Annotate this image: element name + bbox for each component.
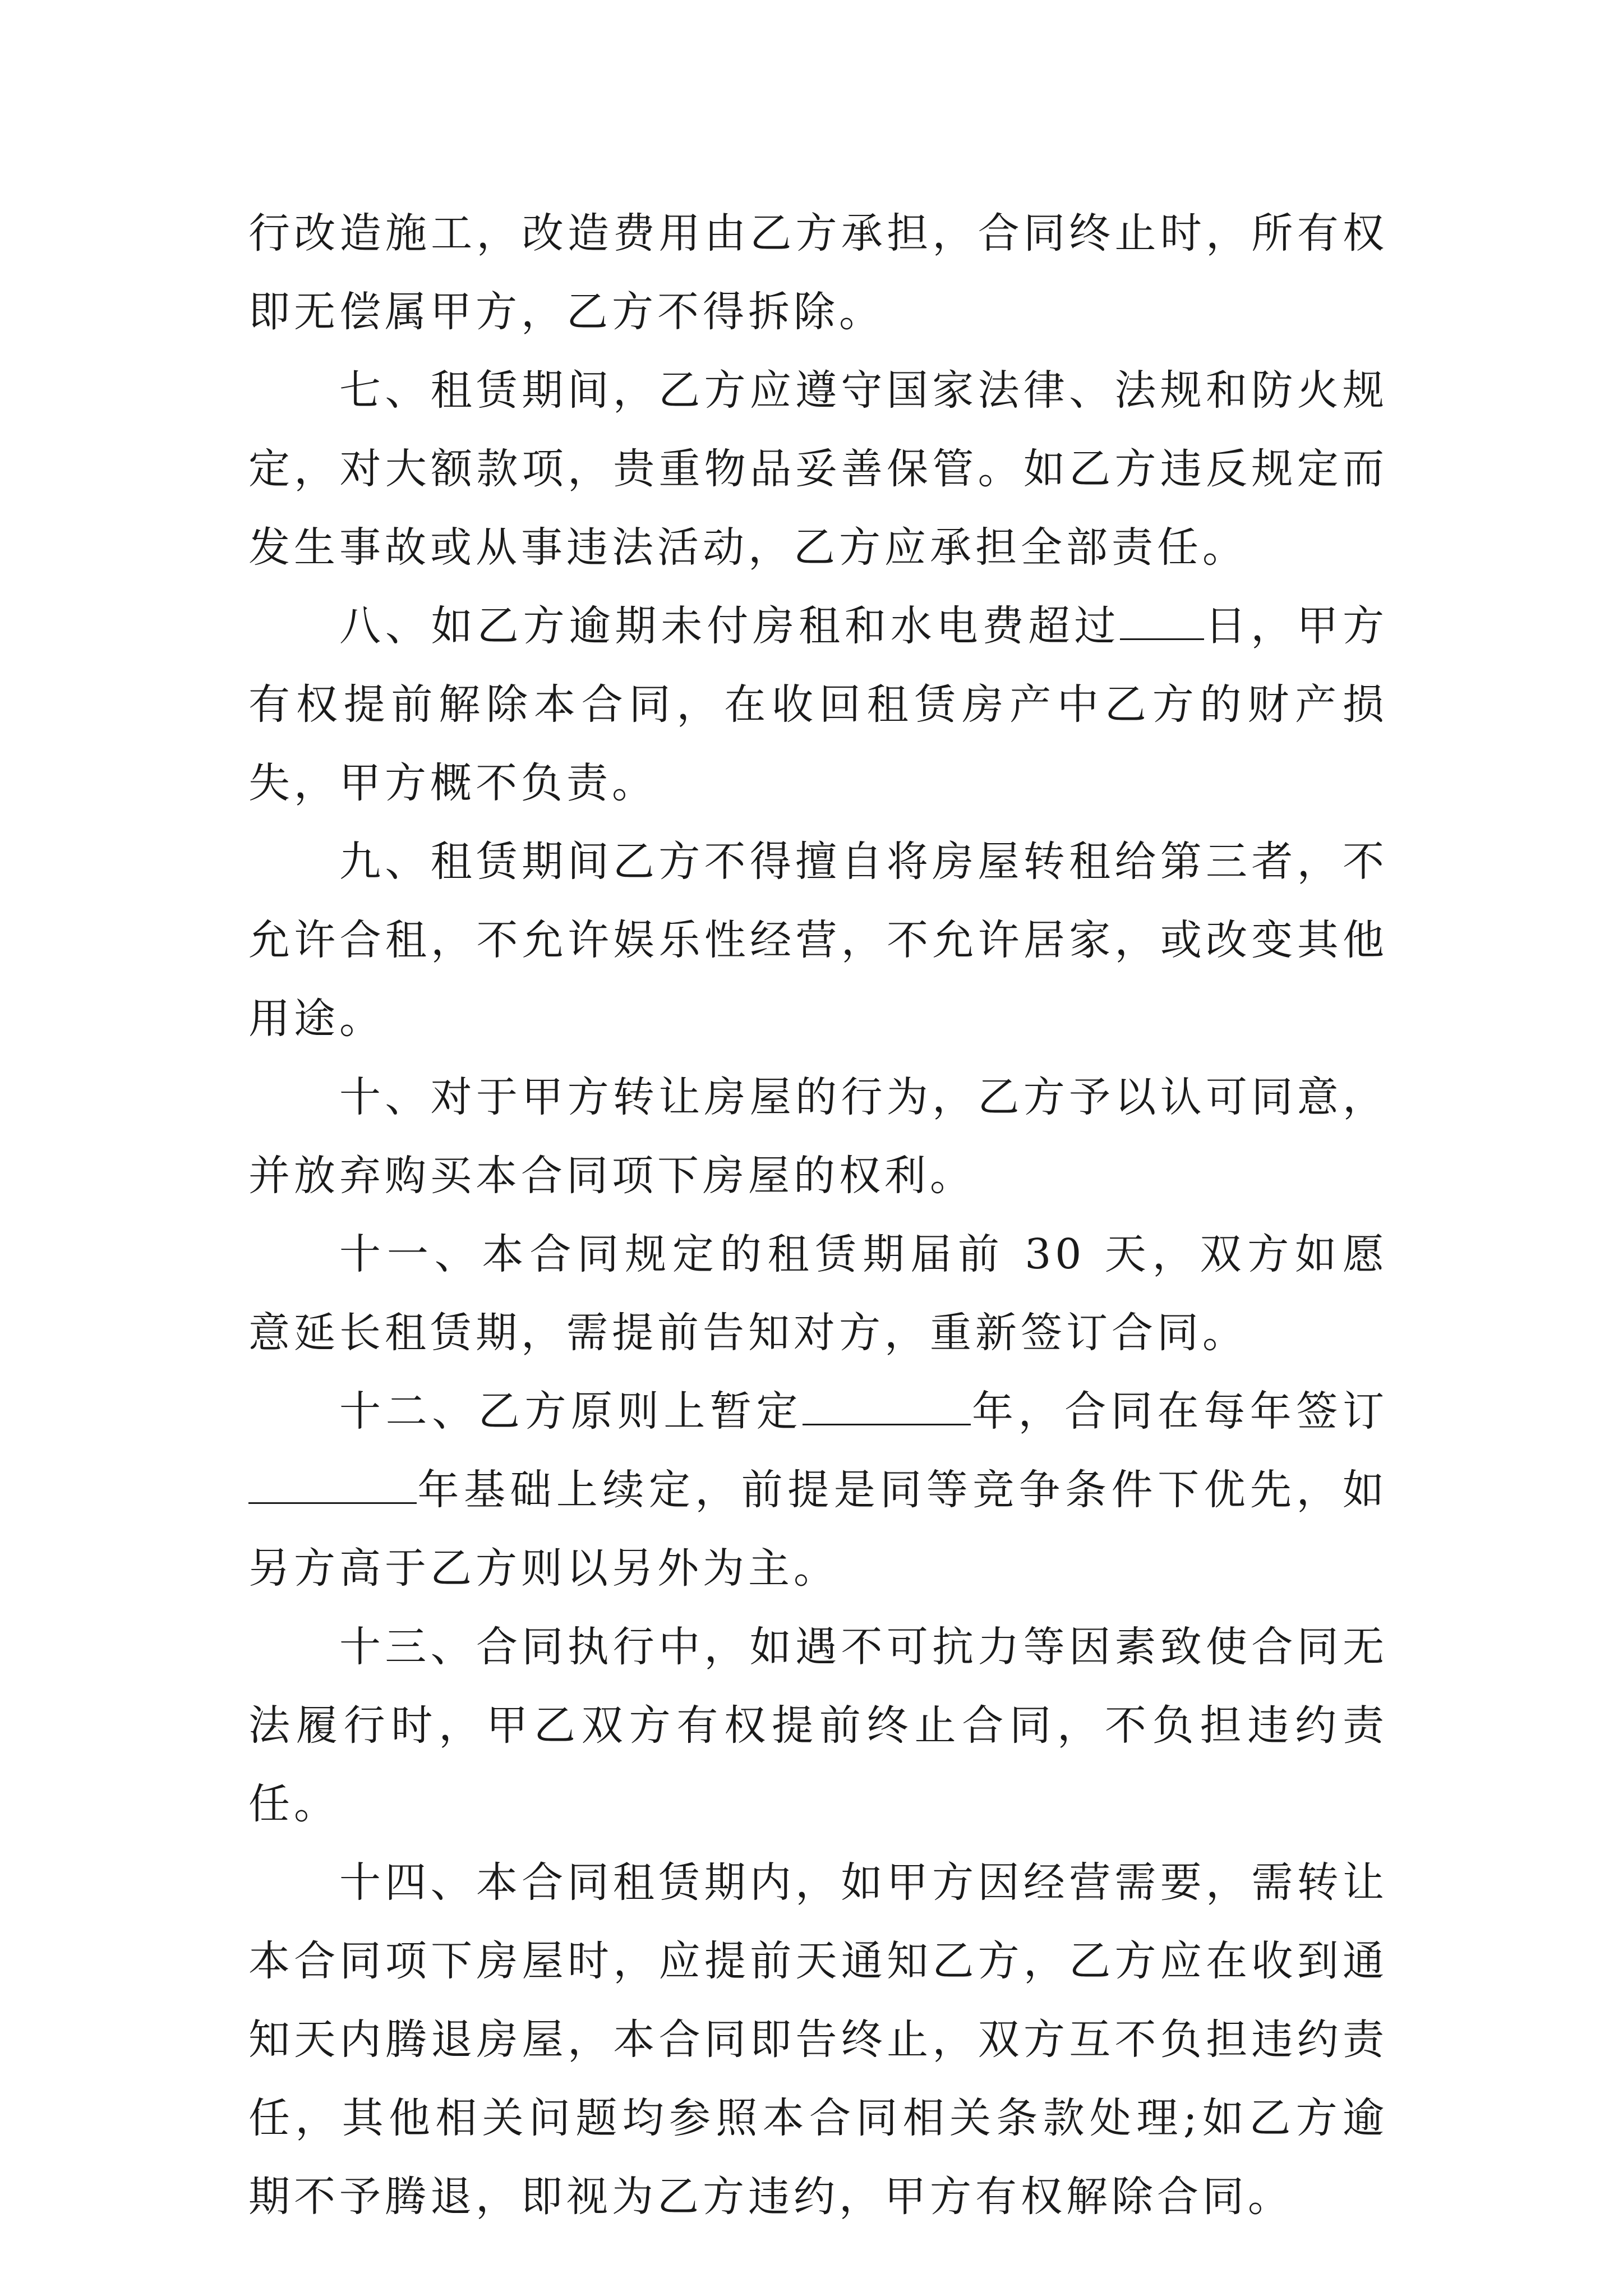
clause-8 (248, 587, 1388, 822)
clause-8-text-b: 日，甲方有权提前解除本合同，在收回租赁房产中乙方的财产损失，甲方概不负责。 (248, 602, 1389, 807)
clause-12-text-a: 十二、乙方原则上暂定 (339, 1387, 803, 1435)
clause-7: 七、租赁期间，乙方应遵守国家法律、法规和防火规定，对大额款项，贵重物品妥善保管。如乙方违反规定而发生事故或从事违法活动，乙方应承担全部责任。 (248, 366, 1388, 572)
blank-days-field (1120, 604, 1204, 640)
blank-renewal-field (248, 1467, 417, 1504)
paragraph-continuation: 行改造施工，改造费用由乙方承担，合同终止时，所有权即无偿属甲方，乙方不得拆除。 (248, 209, 1388, 336)
clause-14: 十四、本合同租赁期内，如甲方因经营需要，需转让本合同项下房屋时，应提前天通知乙方，乙方应在收到通知天内腾退房屋，本合同即告终止，双方互不负担违约责任，其他相关问题均参照本合同相关条款处理;如乙方逾期不予腾退，即视为乙方违约，甲方有权解除合同。 (248, 1858, 1388, 2221)
clause-11: 十一、本合同规定的租赁期届前 30 天，双方如愿意延长租赁期，需提前告知对方，重新签订合同。 (248, 1230, 1388, 1357)
blank-years-field (803, 1389, 971, 1425)
clause-12-text-b: 年，合同在每年签订 (971, 1387, 1389, 1435)
clause-9: 九、租赁期间乙方不得擅自将房屋转租给第三者，不允许合租，不允许娱乐性经营，不允许居家，或改变其他用途。 (248, 838, 1388, 1043)
clause-10: 十、对于甲方转让房屋的行为，乙方予以认可同意，并放弃购买本合同项下房屋的权利。 (248, 1073, 1388, 1200)
clause-13: 十三、合同执行中，如遇不可抗力等因素致使合同无法履行时，甲乙双方有权提前终止合同，不负担违约责任。 (248, 1623, 1388, 1828)
clause-12-text-c: 年基础上续定，前提是同等竞争条件下优先，如另方高于乙方则以另外为主。 (248, 1466, 1388, 1593)
clause-12 (248, 1372, 1388, 1608)
document-body (248, 194, 1388, 2236)
clause-8-text-a: 八、如乙方逾期未付房租和水电费超过 (339, 602, 1121, 650)
